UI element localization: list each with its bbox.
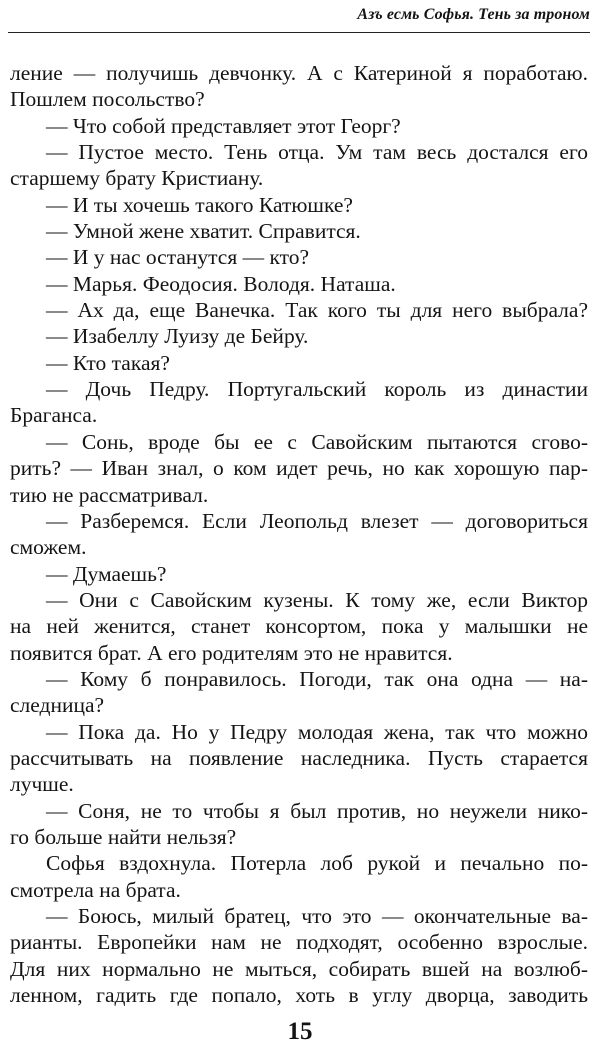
text-line: — Кто такая? (46, 350, 170, 375)
text-line: появится брат. А его родителям это не нравится. (10, 640, 453, 665)
text-line: го больше найти нельзя? (10, 824, 237, 849)
text-line: — Соня, не то чтобы я был против, но неужели нико- (46, 798, 588, 823)
text-line: ление — получишь девчонку. А с Катериной я поработаю. (10, 61, 588, 85)
text-line: — Пока да. Но у Педру молодая жена, так что можно (46, 719, 588, 744)
text-line: — Разберемся. Если Леопольд влезет — договориться (46, 508, 588, 533)
text-line: рассчитывать на появление наследника. Пусть старается (10, 745, 588, 770)
text-line: тию не рассматривал. (10, 482, 209, 507)
text-line: сможем. (10, 535, 87, 560)
text-line: лучше. (10, 772, 74, 797)
page-number: 15 (287, 1018, 313, 1045)
text-line: — Думаешь? (46, 561, 167, 586)
text-line: на ней женится, станет консортом, пока у малышки не (10, 614, 588, 639)
text-line: — Ах да, еще Ванечка. Так кого ты для него выбрала? (46, 298, 588, 323)
running-title: Азъ есмь Софья. Тень за троном (357, 6, 590, 23)
text-line: смотрела на брата. (10, 877, 181, 902)
text-line: — Боюсь, милый братец, что это — окончательные ва- (46, 904, 588, 928)
text-line: — И у нас останутся — кто? (46, 245, 310, 270)
text-line: — Сонь, вроде бы ее с Савойским пытаются сгово- (46, 429, 588, 454)
page-body-text (10, 60, 588, 1008)
text-line: Пошлем посольство? (10, 87, 205, 112)
text-line: — Они с Савойским кузены. К тому же, если Виктор (46, 587, 588, 612)
text-line: Для них нормально не мыться, собирать вшей на возлюб- (10, 956, 588, 981)
text-line: Браганса. (10, 403, 98, 428)
text-line: — Умной жене хватит. Справится. (46, 219, 361, 244)
text-line: рианты. Европейки нам не подходят, особенно взрослые. (10, 930, 588, 955)
text-line: рить? — Иван знал, о ком идет речь, но как хорошую пар- (10, 456, 588, 481)
text-line: — Дочь Педру. Португальский король из династии (46, 377, 588, 402)
text-line: — Пустое место. Тень отца. Ум там весь достался его (46, 140, 588, 165)
text-line: ленном, гадить где попало, хоть в углу дворца, заводить (10, 983, 588, 1008)
running-header (8, 0, 590, 33)
text-line: — Что собой представляет этот Георг? (46, 113, 401, 138)
text-line: — Кому б понравилось. Погоди, так она одна — на- (46, 666, 588, 691)
text-line: старшему брату Кристиану. (10, 166, 264, 191)
text-line: — Марья. Феодосия. Володя. Наташа. (46, 271, 396, 296)
text-line: — И ты хочешь такого Катюшке? (46, 192, 353, 217)
text-line: следница? (10, 693, 105, 718)
text-line: Софья вздохнула. Потерла лоб рукой и печально по- (46, 851, 588, 876)
text-line: — Изабеллу Луизу де Бейру. (46, 324, 309, 349)
